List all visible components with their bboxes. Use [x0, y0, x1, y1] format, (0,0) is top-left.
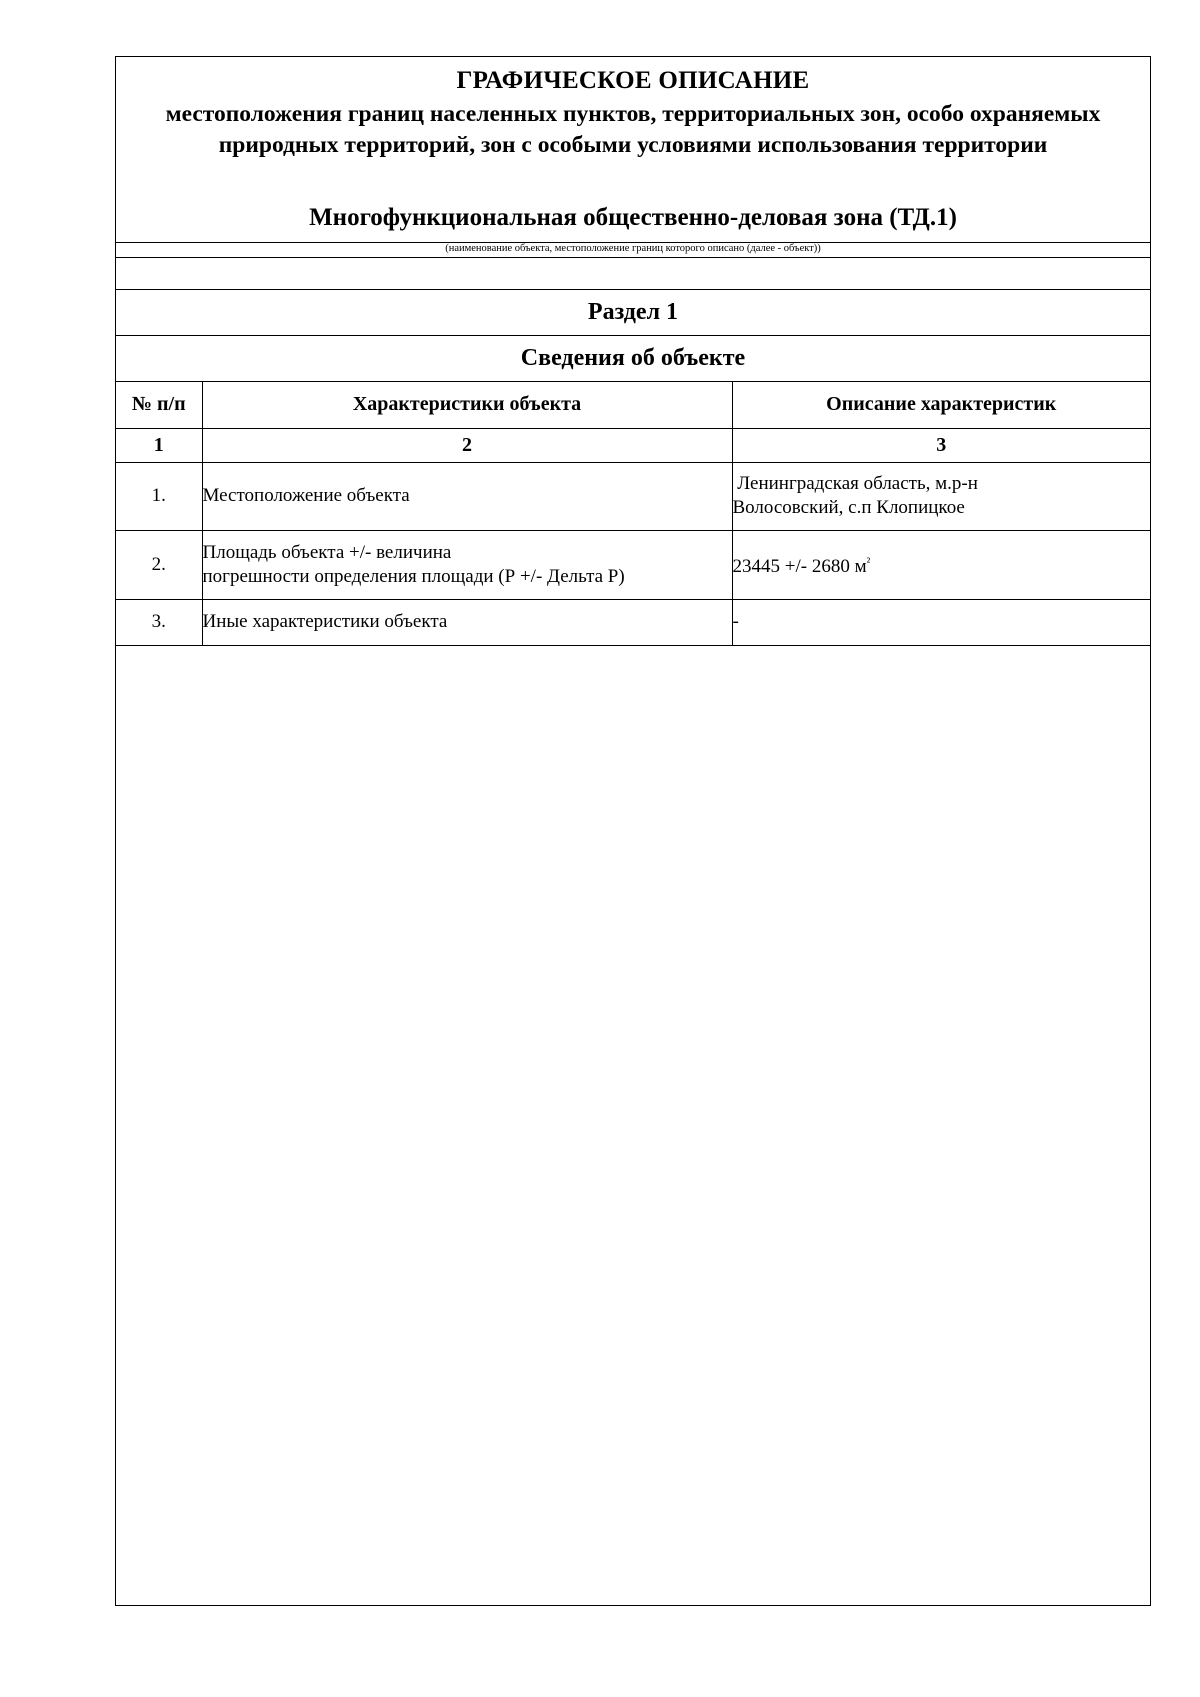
row-index: 2.: [116, 530, 202, 599]
table-row: [116, 599, 1150, 645]
description-line: Волосовский, с.п Клопицкое: [732, 497, 965, 518]
column-number: 1: [116, 428, 202, 462]
section-heading: Раздел 1: [116, 290, 1150, 336]
column-number: 2: [202, 428, 732, 462]
zone-caption-row: [116, 243, 1150, 258]
table-row: [116, 530, 1150, 599]
blank-row: [116, 258, 1150, 290]
characteristics-table: [116, 382, 1150, 646]
table-header-row: [116, 382, 1150, 428]
header-characteristic: Характеристики объекта: [202, 382, 732, 428]
row-index: 3.: [116, 599, 202, 645]
characteristic-line: погрешности определения площади (Р +/- Дельта Р): [202, 565, 625, 587]
row-characteristic: Иные характеристики объекта: [202, 599, 732, 645]
section-title: Сведения об объекте: [116, 336, 1150, 382]
document-frame: [115, 56, 1151, 1606]
row-characteristic: Местоположение объекта: [202, 462, 732, 530]
area-value: 23445 +/- 2680 м: [732, 556, 867, 577]
document-subtitle: местоположения границ населенных пунктов, территориальных зон, особо охраняемых природных территорий, зон с особыми условиями использования территории: [165, 101, 1101, 158]
zone-name: Многофункциональная общественно-деловая зона (ТД.1): [309, 204, 957, 231]
column-number: 3: [732, 428, 1150, 462]
row-characteristic: [202, 530, 732, 599]
header-index: № п/п: [116, 382, 202, 428]
document-title: ГРАФИЧЕСКОЕ ОПИСАНИЕ: [456, 67, 810, 94]
title-block: [116, 57, 1150, 243]
characteristic-line: Площадь объекта +/- величина: [202, 541, 452, 563]
area-unit-superscript: ²: [866, 555, 871, 569]
row-description: [732, 462, 1150, 530]
row-description: -: [732, 599, 1150, 645]
row-index: 1.: [116, 462, 202, 530]
description-line: Ленинградская область, м.р-н: [732, 473, 978, 494]
zone-caption: (наименование объекта, местоположение границ которого описано (далее - объект)): [445, 243, 821, 254]
row-description: [732, 530, 1150, 599]
header-description: Описание характеристик: [732, 382, 1150, 428]
column-number-row: [116, 428, 1150, 462]
table-row: [116, 462, 1150, 530]
